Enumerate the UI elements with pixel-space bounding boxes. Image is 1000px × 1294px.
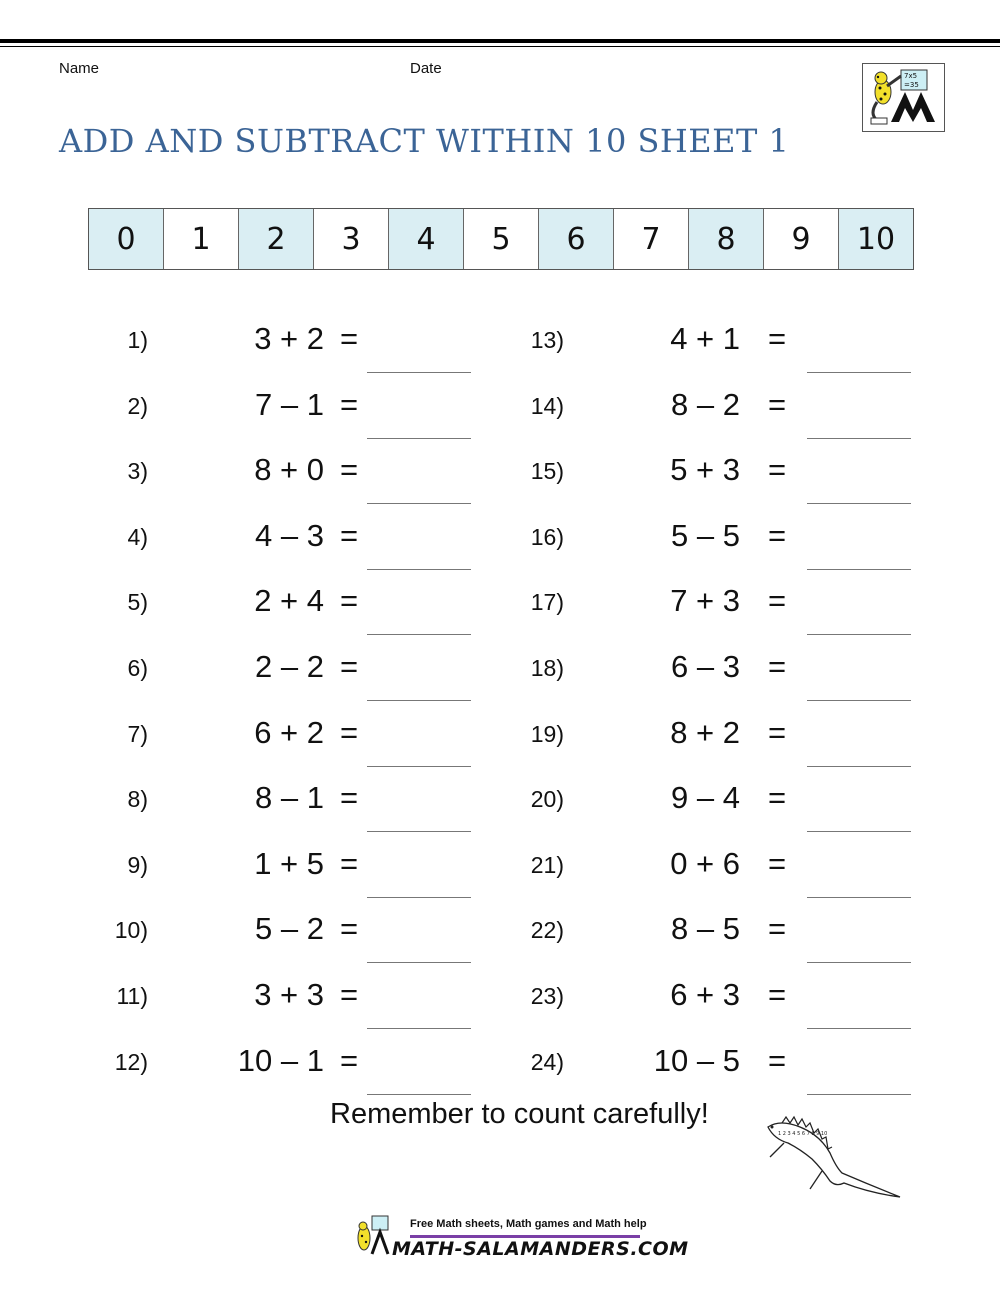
answer-blank[interactable] xyxy=(807,569,911,570)
equals-sign: = xyxy=(768,321,787,356)
problem-expression: 2 + 4 xyxy=(254,583,324,619)
problem-expression: 6 + 2 xyxy=(254,714,324,750)
answer-blank[interactable] xyxy=(367,503,471,504)
equals-sign: = xyxy=(768,780,787,816)
problem-expression: 3 + 2 xyxy=(254,321,324,356)
problem-number: 11) xyxy=(116,983,148,1009)
number-line-cell: 9 xyxy=(764,209,839,269)
problem-number: 13) xyxy=(530,327,564,353)
problem-number: 15) xyxy=(530,458,564,485)
page-title: ADD AND SUBTRACT WITHIN 10 SHEET 1 xyxy=(59,122,790,160)
answer-blank[interactable] xyxy=(367,372,471,373)
problem-expression: 10 – 5 xyxy=(653,1042,740,1078)
problem-expression: 8 + 0 xyxy=(254,452,324,488)
answer-blank[interactable] xyxy=(367,897,471,898)
problem-expression: 5 – 2 xyxy=(255,911,324,947)
problem-number: 21) xyxy=(530,851,564,878)
equals-sign: = xyxy=(340,517,359,553)
answer-blank[interactable] xyxy=(807,634,911,635)
problem-number: 5) xyxy=(127,589,148,616)
answer-blank[interactable] xyxy=(807,700,911,701)
number-line-cell: 5 xyxy=(464,209,539,269)
problem-expression: 9 – 4 xyxy=(671,780,740,816)
answer-blank[interactable] xyxy=(367,831,471,832)
answer-blank[interactable] xyxy=(807,372,911,373)
problem-expression: 5 – 5 xyxy=(671,517,740,553)
equals-sign: = xyxy=(340,452,359,488)
problem-expression: 3 + 3 xyxy=(254,977,324,1012)
answer-blank[interactable] xyxy=(367,766,471,767)
number-line-cell: 6 xyxy=(539,209,614,269)
equals-sign: = xyxy=(768,845,787,881)
problem-number: 3) xyxy=(127,458,148,485)
number-line xyxy=(88,208,914,270)
equals-sign: = xyxy=(340,977,359,1012)
answer-blank[interactable] xyxy=(807,962,911,963)
problem-number: 9) xyxy=(127,851,148,878)
equals-sign: = xyxy=(768,452,787,488)
reminder-text: Remember to count carefully! xyxy=(330,1098,709,1130)
answer-blank[interactable] xyxy=(807,503,911,504)
answer-blank[interactable] xyxy=(807,766,911,767)
equals-sign: = xyxy=(340,386,359,422)
problem-expression: 1 + 5 xyxy=(254,845,324,881)
answer-blank[interactable] xyxy=(367,962,471,963)
problem-number: 18) xyxy=(530,655,564,681)
equals-sign: = xyxy=(768,583,787,619)
problem-number: 10) xyxy=(114,917,148,944)
equals-sign: = xyxy=(768,911,787,947)
number-line-cell: 8 xyxy=(689,209,764,269)
answer-blank[interactable] xyxy=(807,1094,911,1095)
problem-number: 14) xyxy=(530,392,564,419)
equals-sign: = xyxy=(340,649,359,684)
number-line-cell: 1 xyxy=(164,209,239,269)
equals-sign: = xyxy=(768,714,787,750)
equals-sign: = xyxy=(340,321,359,356)
footer-salamander-icon xyxy=(352,1214,392,1262)
problem-expression: 10 – 1 xyxy=(237,1042,324,1078)
problem-expression: 6 + 3 xyxy=(670,977,740,1012)
equals-sign: = xyxy=(768,386,787,422)
footer-tagline: Free Math sheets, Math games and Math help xyxy=(410,1218,647,1230)
problem-expression: 5 + 3 xyxy=(670,452,740,488)
number-salamander-icon xyxy=(760,1105,910,1210)
answer-blank[interactable] xyxy=(807,831,911,832)
problem-expression: 7 – 1 xyxy=(255,386,324,422)
equals-sign: = xyxy=(768,1042,787,1078)
date-label: Date xyxy=(410,60,442,77)
problem-expression: 2 – 2 xyxy=(255,649,324,684)
problem-expression: 8 – 5 xyxy=(671,911,740,947)
equals-sign: = xyxy=(340,780,359,816)
problem-number: 1) xyxy=(127,327,148,353)
problem-expression: 8 – 2 xyxy=(671,386,740,422)
problem-number: 8) xyxy=(127,786,148,813)
answer-blank[interactable] xyxy=(807,1028,911,1029)
answer-blank[interactable] xyxy=(367,634,471,635)
answer-blank[interactable] xyxy=(367,700,471,701)
answer-blank[interactable] xyxy=(367,1028,471,1029)
number-line-cell: 3 xyxy=(314,209,389,269)
equals-sign: = xyxy=(340,845,359,881)
problem-number: 2) xyxy=(127,392,148,419)
svg-text:1 2 3 4 5 6 7 8 9 10: 1 2 3 4 5 6 7 8 9 10 xyxy=(778,1131,828,1137)
number-line-cell: 4 xyxy=(389,209,464,269)
problem-expression: 4 + 1 xyxy=(670,321,740,356)
problem-expression: 8 + 2 xyxy=(670,714,740,750)
problem-number: 7) xyxy=(127,720,148,747)
salamander-teacher-logo-icon xyxy=(862,63,945,132)
equals-sign: = xyxy=(768,977,787,1012)
number-line-cell: 2 xyxy=(239,209,314,269)
equals-sign: = xyxy=(340,583,359,619)
top-rule-thin xyxy=(0,46,1000,47)
equals-sign: = xyxy=(340,714,359,750)
top-rule-thick xyxy=(0,39,1000,43)
problem-expression: 4 – 3 xyxy=(255,517,324,553)
problem-number: 19) xyxy=(530,720,564,747)
problem-number: 12) xyxy=(114,1048,148,1075)
number-line-cell: 10 xyxy=(839,209,913,269)
problem-expression: 6 – 3 xyxy=(671,649,740,684)
name-label: Name xyxy=(59,60,100,77)
svg-text:7x5: 7x5 xyxy=(904,72,918,80)
problem-number: 23) xyxy=(530,983,564,1009)
problem-number: 6) xyxy=(127,655,148,681)
number-line-cell: 0 xyxy=(89,209,164,269)
problem-expression: 7 + 3 xyxy=(670,583,740,619)
problem-expression: 8 – 1 xyxy=(255,780,324,816)
number-line-cell: 7 xyxy=(614,209,689,269)
footer-logo xyxy=(352,1214,689,1264)
footer-site-link[interactable]: MATH-SALAMANDERS.COM xyxy=(392,1238,689,1260)
problem-number: 22) xyxy=(530,917,564,944)
answer-blank[interactable] xyxy=(367,569,471,570)
problem-number: 17) xyxy=(530,589,564,616)
problem-expression: 0 + 6 xyxy=(670,845,740,881)
problem-number: 4) xyxy=(127,523,148,550)
problem-number: 16) xyxy=(530,523,564,550)
answer-blank[interactable] xyxy=(367,438,471,439)
answer-blank[interactable] xyxy=(367,1094,471,1095)
svg-text:=35: =35 xyxy=(904,81,919,89)
problem-number: 20) xyxy=(530,786,564,813)
equals-sign: = xyxy=(768,649,787,684)
equals-sign: = xyxy=(768,517,787,553)
equals-sign: = xyxy=(340,911,359,947)
answer-blank[interactable] xyxy=(807,897,911,898)
equals-sign: = xyxy=(340,1042,359,1078)
problem-number: 24) xyxy=(530,1048,564,1075)
answer-blank[interactable] xyxy=(807,438,911,439)
